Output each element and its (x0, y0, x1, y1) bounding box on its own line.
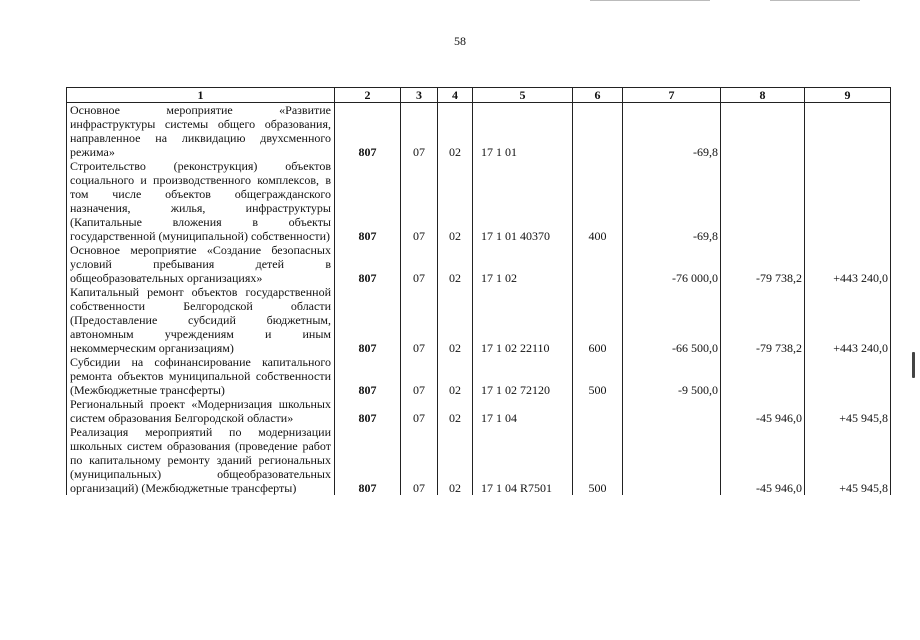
column-header: 6 (573, 88, 623, 103)
cell-section: 07 (401, 159, 438, 243)
cell-section: 07 (401, 425, 438, 495)
table-header-row (67, 88, 891, 103)
cell-expense-type (573, 397, 623, 425)
cell-amount-8: -45 946,0 (721, 425, 805, 495)
table-row (67, 285, 891, 355)
cell-section: 07 (401, 355, 438, 397)
page-number: 58 (454, 34, 466, 48)
cell-expense-type: 500 (573, 425, 623, 495)
row-name: Основное мероприятие «Создание безопасных условий пребывания детей в общеобразовательных организациях» (67, 243, 335, 285)
cell-ministry-code: 807 (335, 355, 401, 397)
cell-expense-type: 400 (573, 159, 623, 243)
cell-target-article: 17 1 02 22110 (473, 285, 573, 355)
table-row (67, 159, 891, 243)
cell-expense-type (573, 103, 623, 160)
row-name: Капитальный ремонт объектов государственной собственности Белгородской области (Предоставление субсидий бюджетным, автономным учреждениям и иным некоммерческим организациям) (67, 285, 335, 355)
cell-ministry-code: 807 (335, 103, 401, 160)
cell-ministry-code: 807 (335, 243, 401, 285)
cell-target-article: 17 1 04 R7501 (473, 425, 573, 495)
cell-amount-7 (623, 397, 721, 425)
cell-expense-type (573, 243, 623, 285)
row-name: Реализация мероприятий по модернизации школьных систем образования (проведение работ по капитальному ремонту зданий региональных (муниципальных) общеобразовательных организаций) (Межбюджетные трансферты) (67, 425, 335, 495)
cell-ministry-code: 807 (335, 425, 401, 495)
cell-subsection: 02 (438, 285, 473, 355)
cell-amount-7: -69,8 (623, 103, 721, 160)
cell-ministry-code: 807 (335, 397, 401, 425)
column-header: 3 (401, 88, 438, 103)
row-name: Региональный проект «Модернизация школьных систем образования Белгородской области» (67, 397, 335, 425)
cell-subsection: 02 (438, 103, 473, 160)
column-header: 5 (473, 88, 573, 103)
cell-expense-type: 600 (573, 285, 623, 355)
column-header: 2 (335, 88, 401, 103)
column-header: 9 (805, 88, 891, 103)
column-header: 4 (438, 88, 473, 103)
scan-artifact (590, 0, 710, 1)
cell-amount-9: +45 945,8 (805, 397, 891, 425)
cell-amount-9: +443 240,0 (805, 285, 891, 355)
row-name: Основное мероприятие «Развитие инфраструктуры системы общего образования, направленное на ликвидацию двухсменного режима» (67, 103, 335, 160)
cell-amount-7: -66 500,0 (623, 285, 721, 355)
scan-artifact (770, 0, 860, 1)
cell-amount-7 (623, 425, 721, 495)
cell-section: 07 (401, 243, 438, 285)
cell-section: 07 (401, 103, 438, 160)
cell-subsection: 02 (438, 397, 473, 425)
cell-amount-8: -79 738,2 (721, 243, 805, 285)
cell-subsection: 02 (438, 159, 473, 243)
cell-amount-9: +45 945,8 (805, 425, 891, 495)
cell-amount-8: -79 738,2 (721, 285, 805, 355)
budget-table (66, 87, 891, 495)
cell-section: 07 (401, 397, 438, 425)
cell-subsection: 02 (438, 355, 473, 397)
table-row (67, 243, 891, 285)
cell-amount-7: -69,8 (623, 159, 721, 243)
cell-target-article: 17 1 02 72120 (473, 355, 573, 397)
table-row (67, 103, 891, 160)
cell-amount-7: -76 000,0 (623, 243, 721, 285)
cell-amount-9 (805, 103, 891, 160)
row-name: Субсидии на софинансирование капитального ремонта объектов муниципальной собственности (Межбюджетные трансферты) (67, 355, 335, 397)
cell-target-article: 17 1 01 40370 (473, 159, 573, 243)
table-row (67, 425, 891, 495)
cell-subsection: 02 (438, 425, 473, 495)
cell-section: 07 (401, 285, 438, 355)
cell-amount-9: +443 240,0 (805, 243, 891, 285)
cell-amount-8 (721, 103, 805, 160)
cell-amount-9 (805, 355, 891, 397)
cell-target-article: 17 1 04 (473, 397, 573, 425)
table-row (67, 397, 891, 425)
cell-subsection: 02 (438, 243, 473, 285)
cell-amount-7: -9 500,0 (623, 355, 721, 397)
column-header: 1 (67, 88, 335, 103)
cell-expense-type: 500 (573, 355, 623, 397)
scan-edge-mark (912, 352, 915, 378)
column-header: 8 (721, 88, 805, 103)
cell-amount-8 (721, 355, 805, 397)
cell-amount-9 (805, 159, 891, 243)
cell-target-article: 17 1 01 (473, 103, 573, 160)
cell-amount-8: -45 946,0 (721, 397, 805, 425)
table-row (67, 355, 891, 397)
cell-ministry-code: 807 (335, 285, 401, 355)
cell-amount-8 (721, 159, 805, 243)
cell-target-article: 17 1 02 (473, 243, 573, 285)
column-header: 7 (623, 88, 721, 103)
cell-ministry-code: 807 (335, 159, 401, 243)
row-name: Строительство (реконструкция) объектов социального и производственного комплексов, в том числе объектов общегражданского назначения, жилья, инфраструктуры (Капитальные вложения в объекты государственной (муниципальной) собственности) (67, 159, 335, 243)
